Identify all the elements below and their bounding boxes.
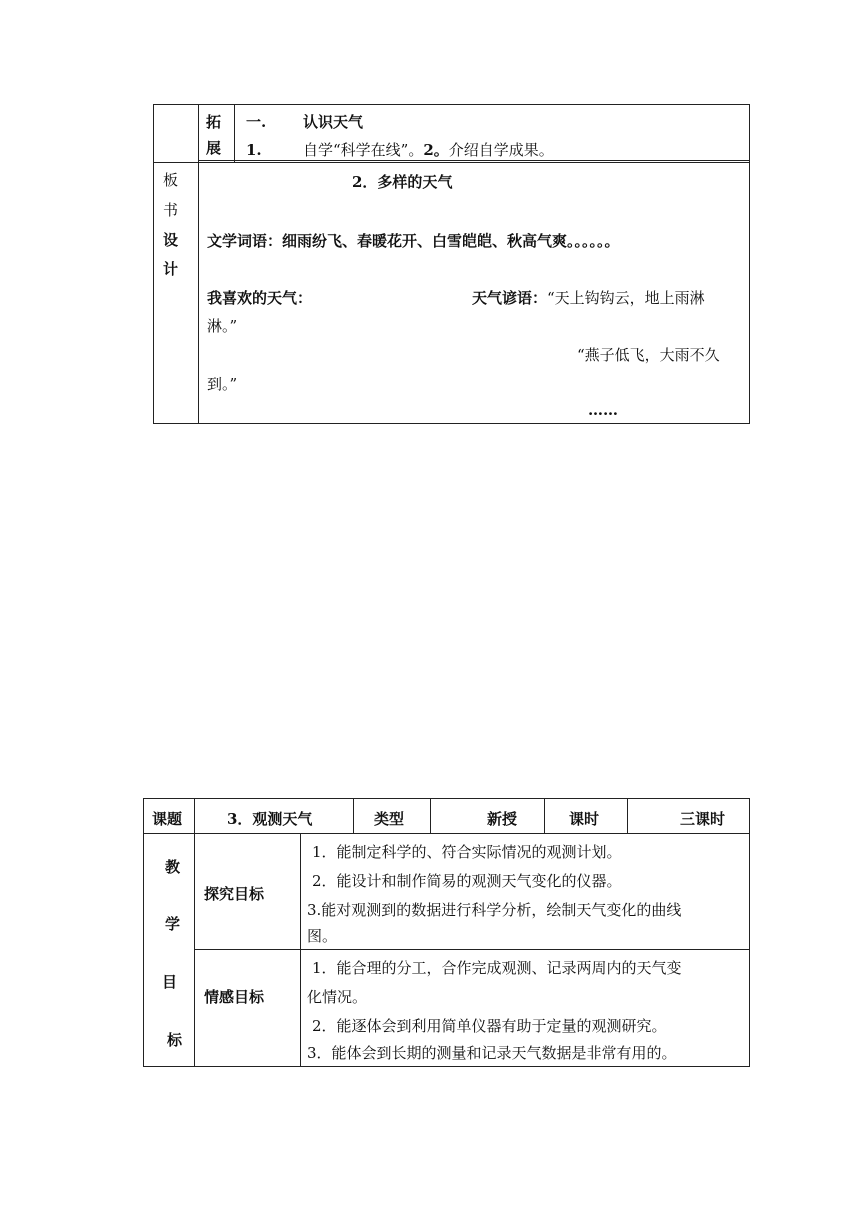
- ellipsis: ……: [588, 401, 618, 419]
- emotion-label: 情感目标: [204, 988, 265, 1006]
- goal-label-char-1: 教: [165, 858, 181, 876]
- inquiry-item-3: 3.能对观测到的数据进行科学分析，绘制天气变化的曲线: [307, 901, 682, 919]
- item2-text-c: 介绍自学成果。: [448, 141, 554, 159]
- topic-value: 3．观测天气: [227, 810, 313, 828]
- proverb-label: 天气谚语：: [472, 289, 548, 307]
- item2-number: 1.: [246, 141, 262, 159]
- inquiry-label: 探究目标: [204, 885, 265, 903]
- item2-text-b: 2。: [423, 141, 449, 159]
- board-label-char-1: 板: [163, 171, 179, 189]
- inquiry-item-2: 2．能设计和制作简易的观测天气变化的仪器。: [312, 872, 622, 890]
- item1-number: 一.: [246, 113, 267, 131]
- period-value: 三课时: [680, 810, 726, 828]
- item2-text-a: 自学“科学在线”。: [303, 141, 424, 159]
- inquiry-item-1: 1．能制定科学的、符合实际情况的观测计划。: [312, 843, 622, 861]
- type-label: 类型: [374, 810, 405, 828]
- goal-label-char-2: 学: [165, 915, 181, 933]
- proverb2-part-b: 到。”: [207, 375, 238, 393]
- board-label-char-3: 设: [163, 231, 179, 249]
- proverb1-part-a: “天上钩钩云，地上雨淋: [547, 289, 705, 307]
- emotion-item-2: 2．能逐体会到利用简单仪器有助于定量的观测研究。: [312, 1017, 667, 1035]
- favorite-weather-label: 我喜欢的天气：: [207, 289, 313, 307]
- tuozhan-label-char-2: 展: [206, 139, 222, 157]
- board-label-char-4: 计: [163, 260, 179, 278]
- literary-words: 文学词语：细雨纷飞、春暖花开、白雪皑皑、秋高气爽。。。。。。: [207, 232, 620, 250]
- emotion-item-3: 3．能体会到长期的测量和记录天气数据是非常有用的。: [307, 1044, 677, 1062]
- emotion-item-1-cont: 化情况。: [307, 988, 368, 1006]
- inquiry-item-3-cont: 图。: [307, 927, 338, 945]
- goal-label-char-4: 标: [167, 1031, 183, 1049]
- proverb-line-1: [472, 288, 705, 308]
- board-title: 2．多样的天气: [352, 173, 453, 191]
- board-label-char-2: 书: [163, 201, 179, 219]
- item1-text: 认识天气: [303, 113, 364, 131]
- topic-label: 课题: [152, 810, 183, 828]
- emotion-item-1: 1．能合理的分工，合作完成观测、记录两周内的天气变: [312, 959, 682, 977]
- proverb2-part-a: “燕子低飞，大雨不久: [577, 346, 720, 364]
- type-value: 新授: [487, 810, 518, 828]
- tuozhan-label-char-1: 拓: [206, 113, 222, 131]
- item2-text: [303, 140, 554, 160]
- proverb1-part-b: 淋。”: [207, 317, 238, 335]
- goal-label-char-3: 目: [162, 973, 178, 991]
- period-label: 课时: [569, 810, 600, 828]
